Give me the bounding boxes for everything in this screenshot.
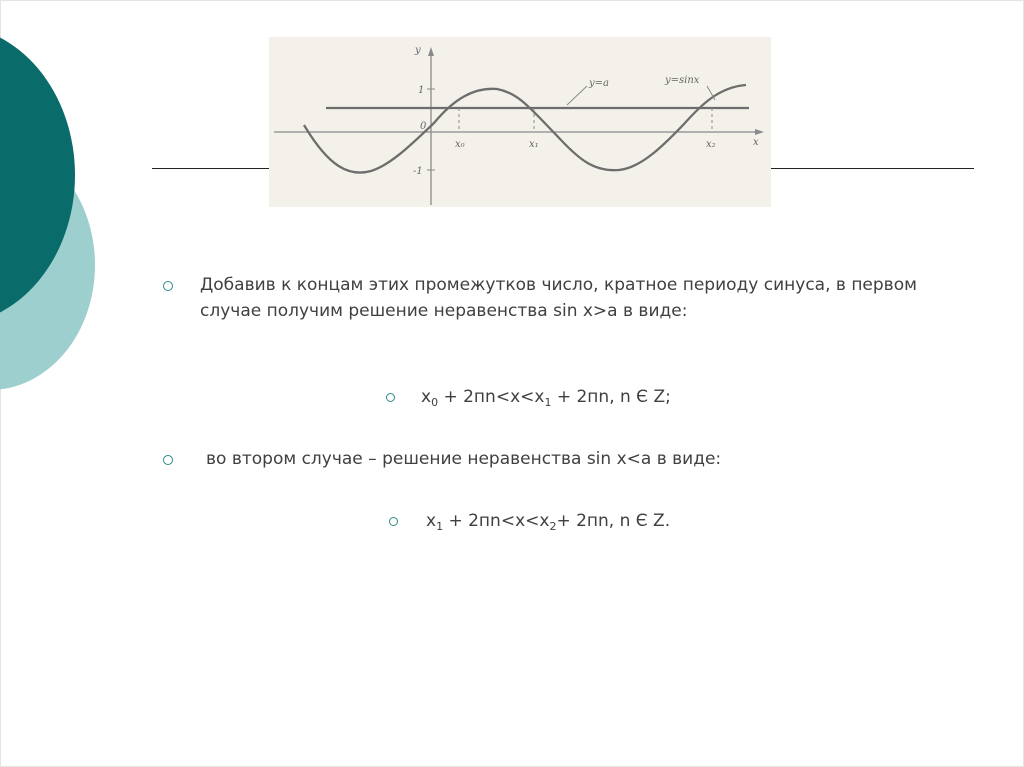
first-case-text: Добавив к концам этих промежутков число, кратное периоду синуса, в первом случае получим решение неравенства sin x>a в виде: <box>200 275 917 321</box>
x-axis-arrow <box>755 129 764 135</box>
circle-bullet-icon <box>389 517 398 526</box>
bullet-formula-2 <box>389 508 670 534</box>
sine-graph-figure <box>269 37 771 207</box>
sine-curve <box>304 85 746 173</box>
formula-2: $x_1 + 2пn<x<x_2+ 2пn$, n Є Z. <box>426 511 671 533</box>
curve-label: y=sinx <box>665 75 700 86</box>
sine-graph <box>269 37 771 207</box>
y-axis-label: y <box>415 45 421 56</box>
tick-1-label: 1 <box>418 85 425 96</box>
tick-minus-1-label: -1 <box>413 166 423 177</box>
y-axis-arrow <box>428 47 434 56</box>
second-case-text: во втором случае – решение неравенства sin x<a в виде: <box>206 449 722 469</box>
formula-1: $x_0 + 2пn<x<x_1 + 2пn$, n Є Z; <box>421 387 671 409</box>
circle-bullet-icon <box>386 393 395 402</box>
x0-label: x₀ <box>455 139 465 150</box>
x-axis-label: x <box>753 137 759 148</box>
line-label: y=a <box>589 78 609 89</box>
line-label-leader <box>567 86 587 105</box>
bullet-second-case <box>163 446 721 472</box>
circle-bullet-icon <box>163 455 173 465</box>
x2-label: x₂ <box>706 139 716 150</box>
bullet-formula-1 <box>386 384 671 410</box>
circle-bullet-icon <box>163 281 173 291</box>
bullet-first-case <box>163 272 963 324</box>
tick-0-label: 0 <box>420 121 427 132</box>
x1-label: x₁ <box>529 139 539 150</box>
